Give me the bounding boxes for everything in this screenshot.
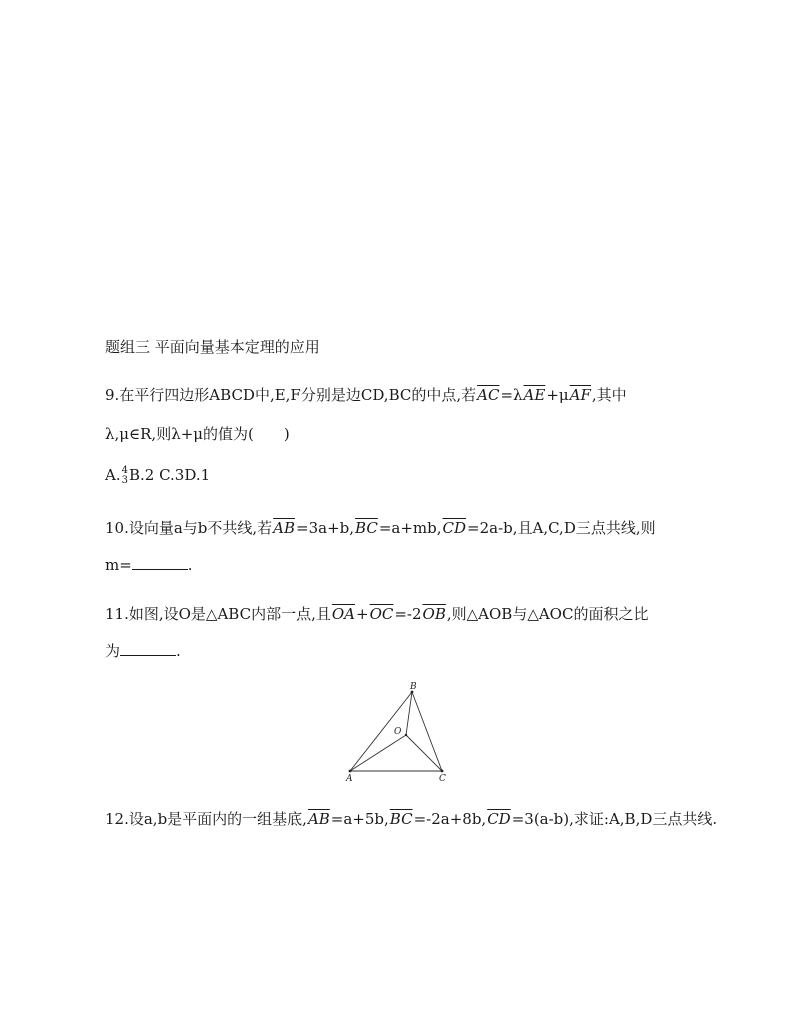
vector-oc: $\overline{OC}$ xyxy=(369,605,394,623)
answer-blank[interactable] xyxy=(132,555,188,570)
edge-bc xyxy=(412,692,442,771)
options-rest: B.2 C.3D.1 xyxy=(128,466,211,484)
vector-ob: $\overline{OB}$ xyxy=(422,605,446,623)
point-a xyxy=(349,770,352,773)
vector-ae: $\overline{AE}$ xyxy=(523,386,546,404)
question-9-line-1 xyxy=(105,385,627,405)
fraction-four-thirds xyxy=(122,466,128,486)
label-a: A xyxy=(346,774,353,784)
section-title: 题组三 平面向量基本定理的应用 xyxy=(105,338,320,356)
question-11-line-2 xyxy=(105,641,181,661)
q11-period: . xyxy=(176,642,181,660)
q11-text: + xyxy=(355,605,369,623)
q10-m-label: m= xyxy=(105,556,132,574)
q10-text: =a+mb, xyxy=(378,519,442,537)
question-10-line-2 xyxy=(105,555,193,575)
label-o: O xyxy=(394,727,402,737)
vector-ab: $\overline{AB}$ xyxy=(273,519,296,537)
question-9-options xyxy=(105,465,210,486)
question-10-line-1 xyxy=(105,518,656,538)
vector-bc: $\overline{BC}$ xyxy=(355,519,378,537)
q9-text: =λ xyxy=(500,386,523,404)
q9-text: ,其中 xyxy=(591,386,627,404)
triangle-figure xyxy=(335,680,460,785)
q10-text: =2a-b,且A,C,D三点共线,则 xyxy=(467,519,656,537)
q11-text: 11.如图,设O是△ABC内部一点,且 xyxy=(105,605,331,623)
vector-oa: $\overline{OA}$ xyxy=(331,605,355,623)
label-c: C xyxy=(439,774,446,784)
q11-text: =-2 xyxy=(394,605,422,623)
vector-af: $\overline{AF}$ xyxy=(569,386,591,404)
edge-oc xyxy=(406,735,442,771)
label-b: B xyxy=(410,682,417,692)
q11-text: ,则△AOB与△AOC的面积之比 xyxy=(446,605,649,623)
q10-period: . xyxy=(187,556,193,574)
vector-cd: $\overline{CD}$ xyxy=(442,519,467,537)
question-12 xyxy=(105,809,717,829)
q10-text: =3a+b, xyxy=(296,519,355,537)
q10-text: 10.设向量a与b不共线,若 xyxy=(105,519,273,537)
q12-text: =-2a+8b, xyxy=(413,810,487,828)
fraction-denominator: 3 xyxy=(121,475,128,486)
vector-ac: $\overline{AC}$ xyxy=(477,386,500,404)
q9-text: +μ xyxy=(546,386,569,404)
q11-prefix: 为 xyxy=(105,642,121,660)
option-a-label: A. xyxy=(105,466,121,484)
answer-blank[interactable] xyxy=(120,641,176,656)
vector-bc: $\overline{BC}$ xyxy=(389,810,413,828)
q12-text: =3(a-b),求证:A,B,D三点共线. xyxy=(511,810,718,828)
question-11-line-1 xyxy=(105,604,648,624)
vector-cd: $\overline{CD}$ xyxy=(487,810,511,828)
edge-ab xyxy=(350,692,412,771)
q9-text: 9.在平行四边形ABCD中,E,F分别是边CD,BC的中点,若 xyxy=(105,386,477,404)
point-o xyxy=(405,734,407,736)
q12-text: 12.设a,b是平面内的一组基底, xyxy=(105,810,307,828)
fraction-numerator: 4 xyxy=(121,465,128,476)
edge-oa xyxy=(350,735,406,771)
point-c xyxy=(441,770,444,773)
q12-text: =a+5b, xyxy=(330,810,389,828)
vector-ab: $\overline{AB}$ xyxy=(307,810,330,828)
question-9-line-2: λ,μ∈R,则λ+μ的值为( ) xyxy=(105,425,290,443)
